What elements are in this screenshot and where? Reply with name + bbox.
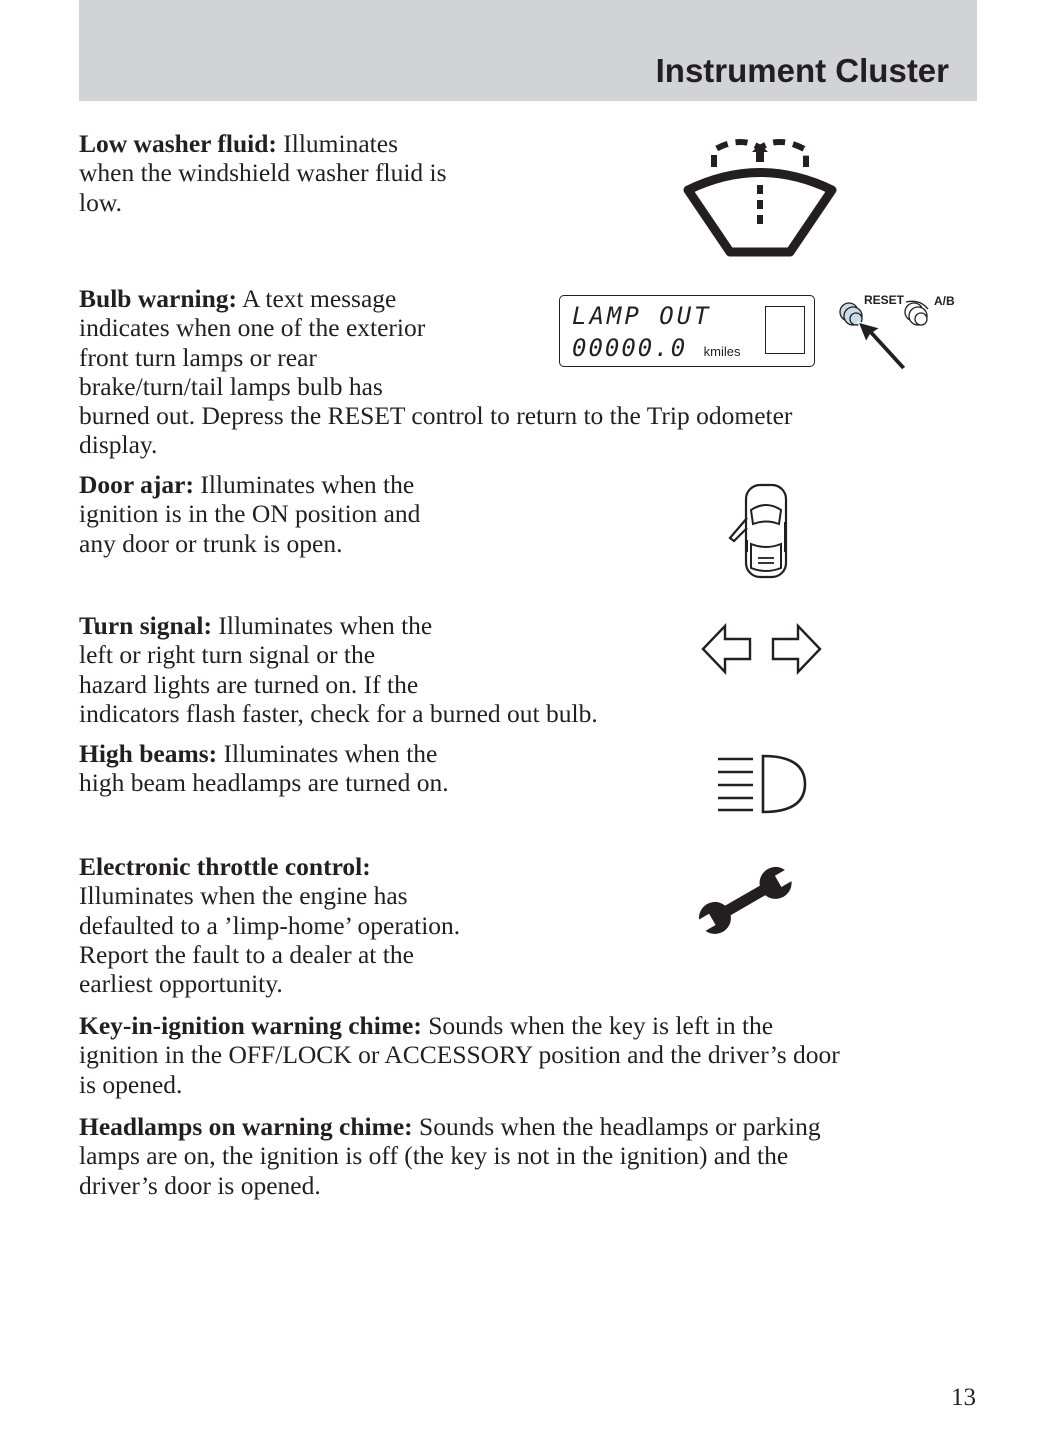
electronic-throttle-paragraph: [79, 852, 460, 998]
text-line: low.: [79, 187, 122, 217]
key-in-ignition-paragraph: [79, 1011, 840, 1099]
odometer-display: [559, 295, 815, 367]
text-line: ignition is in the ON position and: [79, 499, 421, 529]
term-label: Bulb warning:: [79, 284, 238, 313]
odometer-unit: kmiles: [703, 344, 741, 359]
display-odometer: [572, 334, 740, 362]
text-line: when the windshield washer fluid is: [79, 158, 447, 188]
turn-signal-icon: [700, 622, 825, 678]
door-ajar-paragraph: [79, 470, 420, 558]
text-line: display.: [79, 430, 158, 460]
odometer-value: 00000.0: [572, 334, 688, 362]
headlamps-on-paragraph: [79, 1112, 821, 1200]
page-number: 13: [951, 1384, 976, 1411]
term-label: Low washer fluid:: [79, 129, 277, 158]
text-line: hazard lights are turned on. If the: [79, 669, 419, 699]
text-line: earliest opportunity.: [79, 969, 283, 999]
washer-fluid-icon: [680, 130, 840, 260]
term-label: High beams:: [79, 739, 218, 768]
text-line: indicators flash faster, check for a burned out bulb.: [79, 698, 598, 728]
text-line: front turn lamps or rear: [79, 342, 317, 372]
turn-signal-paragraph: [79, 611, 598, 728]
text-line: Report the fault to a dealer at the: [79, 939, 414, 969]
text-line: Illuminates when the: [212, 611, 433, 640]
term-label: Door ajar:: [79, 470, 194, 499]
text-line: driver’s door is opened.: [79, 1170, 321, 1200]
reset-button-icon: [836, 295, 956, 375]
display-message: LAMP OUT: [572, 302, 712, 330]
low-washer-fluid-paragraph: [79, 129, 447, 217]
text-line: lamps are on, the ignition is off (the key is not in the ignition) and the: [79, 1141, 789, 1171]
text-line: Sounds when the headlamps or parking: [412, 1112, 821, 1141]
display-box: [765, 306, 805, 354]
text-line: ignition in the OFF/LOCK or ACCESSORY position and the driver’s door: [79, 1040, 840, 1070]
term-label: Key-in-ignition warning chime:: [79, 1011, 422, 1040]
text-line: Illuminates when the: [217, 739, 438, 768]
text-line: any door or trunk is open.: [79, 528, 343, 558]
term-label: Electronic throttle control:: [79, 852, 371, 881]
door-ajar-icon: [724, 482, 794, 582]
text-line: Illuminates when the: [193, 470, 415, 499]
text-line: Illuminates when the engine has: [79, 881, 408, 911]
high-beam-icon: [715, 752, 810, 817]
text-line: left or right turn signal or the: [79, 640, 376, 670]
term-label: Headlamps on warning chime:: [79, 1112, 413, 1141]
wrench-icon: [685, 855, 805, 945]
text-line: indicates when one of the exterior: [79, 313, 426, 343]
term-label: Turn signal:: [79, 611, 212, 640]
page-header: [79, 0, 977, 101]
ab-label: A/B: [934, 294, 955, 308]
text-line: defaulted to a ’limp-home’ operation.: [79, 910, 461, 940]
high-beams-paragraph: [79, 739, 449, 798]
text-line: Sounds when the key is left in the: [421, 1011, 774, 1040]
text-line: A text message: [237, 284, 397, 313]
text-line: high beam headlamps are turned on.: [79, 768, 449, 798]
page-title: Instrument Cluster: [655, 52, 949, 89]
text-line: Illuminates: [276, 129, 398, 158]
text-line: is opened.: [79, 1069, 183, 1099]
text-line: brake/turn/tail lamps bulb has: [79, 371, 383, 401]
text-line: burned out. Depress the RESET control to return to the Trip odometer: [79, 401, 793, 431]
reset-label: RESET: [864, 293, 905, 307]
